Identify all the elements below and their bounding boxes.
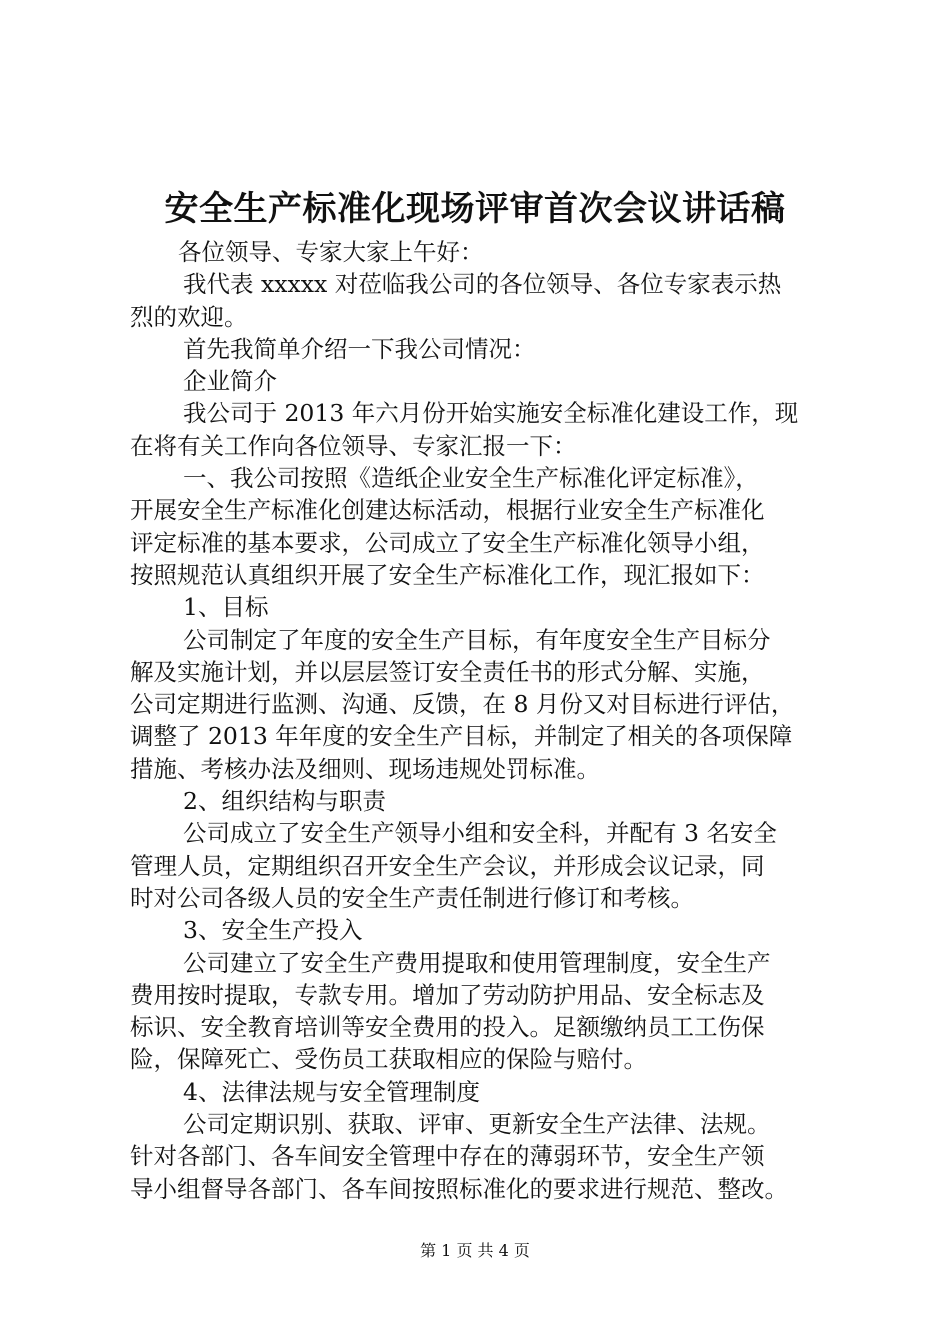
paragraph-line: 调整了 2013 年年度的安全生产目标，并制定了相关的各项保障 — [130, 722, 793, 751]
paragraph-line: 费用按时提取，专款专用。增加了劳动防护用品、安全标志及 — [130, 980, 765, 1009]
section-heading: 3、安全生产投入 — [183, 916, 363, 945]
paragraph-line: 公司成立了安全生产领导小组和安全科，并配有 3 名安全 — [183, 819, 777, 848]
document-body — [130, 236, 830, 1205]
paragraph-line: 时对公司各级人员的安全生产责任制进行修订和考核。 — [130, 883, 694, 912]
paragraph-line: 措施、考核办法及细则、现场违规处罚标准。 — [130, 754, 600, 783]
document-title: 安全生产标准化现场评审首次会议讲话稿 — [164, 189, 786, 229]
paragraph-line: 针对各部门、各车间安全管理中存在的薄弱环节，安全生产领 — [130, 1142, 765, 1171]
paragraph-line: 我代表 xxxxx 对莅临我公司的各位领导、各位专家表示热 — [183, 270, 782, 299]
paragraph-line: 公司定期识别、获取、评审、更新安全生产法律、法规。 — [183, 1110, 771, 1139]
section-heading: 企业简介 — [183, 367, 277, 396]
paragraph-line: 导小组督导各部门、各车间按照标准化的要求进行规范、整改。 — [130, 1174, 788, 1203]
paragraph-line: 险，保障死亡、受伤员工获取相应的保险与赔付。 — [130, 1045, 647, 1074]
paragraph-line: 评定标准的基本要求，公司成立了安全生产标准化领导小组， — [130, 528, 765, 557]
paragraph-line: 解及实施计划，并以层层签订安全责任书的形式分解、实施， — [130, 657, 765, 686]
paragraph-line: 公司制定了年度的安全生产目标，有年度安全生产目标分 — [183, 625, 771, 654]
section-heading: 1、目标 — [183, 593, 269, 622]
paragraph-line: 管理人员，定期组织召开安全生产会议，并形成会议记录，同 — [130, 851, 765, 880]
paragraph-line: 开展安全生产标准化创建达标活动，根据行业安全生产标准化 — [130, 496, 765, 525]
paragraph-line: 标识、安全教育培训等安全费用的投入。足额缴纳员工工伤保 — [130, 1013, 765, 1042]
paragraph-line: 公司建立了安全生产费用提取和使用管理制度，安全生产 — [183, 948, 771, 977]
paragraph-line: 烈的欢迎。 — [130, 302, 248, 331]
page-footer: 第 1 页 共 4 页 — [420, 1241, 530, 1260]
paragraph-line: 各位领导、专家大家上午好： — [178, 238, 484, 266]
paragraph-line: 一、我公司按照《造纸企业安全生产标准化评定标准》， — [183, 464, 759, 493]
paragraph-line: 按照规范认真组织开展了安全生产标准化工作，现汇报如下： — [130, 560, 765, 589]
paragraph-line: 公司定期进行监测、沟通、反馈，在 8 月份又对目标进行评估， — [130, 690, 795, 719]
paragraph-line: 我公司于 2013 年六月份开始实施安全标准化建设工作，现 — [183, 399, 799, 428]
paragraph-line: 在将有关工作向各位领导、专家汇报一下： — [130, 431, 577, 460]
section-heading: 2、组织结构与职责 — [183, 787, 386, 816]
section-heading: 4、法律法规与安全管理制度 — [183, 1077, 480, 1106]
paragraph-line: 首先我简单介绍一下我公司情况： — [183, 334, 536, 363]
